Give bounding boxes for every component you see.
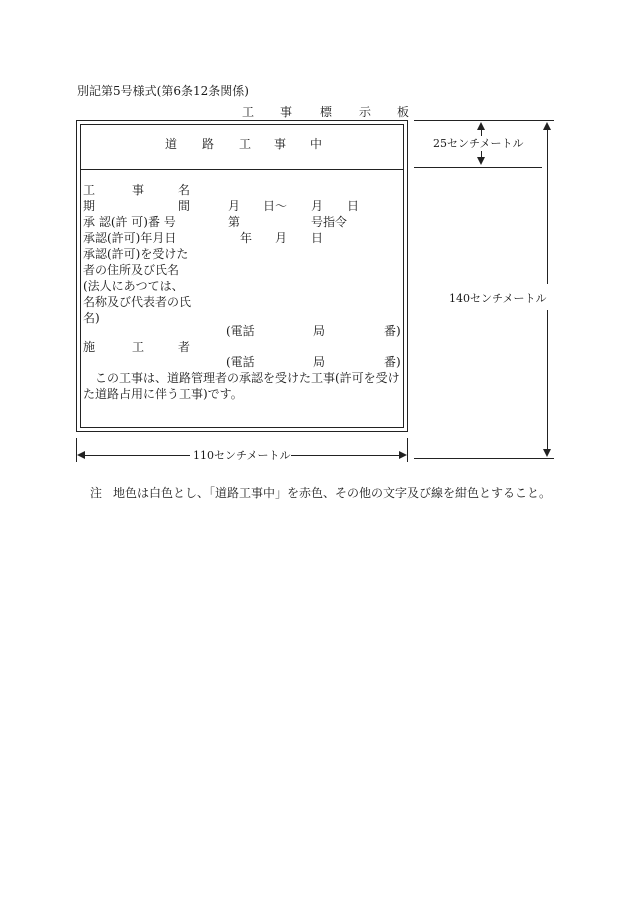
person-label-line: 名) bbox=[83, 311, 100, 325]
dim-extension-bottom bbox=[414, 458, 554, 459]
tel-char: 番) bbox=[384, 324, 401, 338]
dim-extension-mid bbox=[414, 167, 542, 168]
value-char: 第 bbox=[228, 215, 241, 229]
dim-25-line-top bbox=[481, 130, 482, 136]
tel-char: 局 bbox=[313, 324, 326, 338]
dim-140-line-bottom bbox=[547, 310, 548, 450]
note-line: た道路占用に伴う工事)です。 bbox=[83, 387, 243, 401]
dim-140-label: 140センチメートル bbox=[449, 292, 547, 305]
approval-date-label: 承認(許可)年月日 bbox=[83, 231, 177, 245]
value-char: 日 bbox=[311, 231, 324, 245]
value-char: 日 bbox=[347, 199, 360, 213]
dim-110-label: 110センチメートル bbox=[193, 449, 291, 462]
label-char: 間 bbox=[178, 199, 191, 213]
dim-140-arrow-down bbox=[543, 449, 551, 457]
value-char: 号指令 bbox=[311, 215, 348, 229]
dim-25-arrow-down bbox=[477, 157, 485, 165]
board-title-char: 示 bbox=[359, 105, 372, 119]
label-char: 施 bbox=[83, 340, 96, 354]
value-char: 月 bbox=[228, 199, 241, 213]
person-label-line: 承認(許可)を受けた bbox=[83, 247, 189, 261]
dim-extension-top bbox=[414, 120, 554, 121]
board-title-char: 標 bbox=[320, 105, 333, 119]
tel-char: 番) bbox=[384, 355, 401, 369]
board-divider-line bbox=[81, 169, 403, 170]
person-label-line: (法人にあつては、 bbox=[83, 279, 184, 293]
dim-25-arrow-up bbox=[477, 122, 485, 130]
value-char: 日～ bbox=[263, 199, 288, 213]
dim-110-tick-right bbox=[407, 438, 408, 462]
dim-110-line-right bbox=[291, 455, 399, 456]
footnote-text: 地色は白色とし、「道路工事中」を赤色、その他の文字及び線を紺色とすること。 bbox=[113, 486, 552, 500]
label-char: 工 bbox=[83, 183, 96, 197]
person-label-line: 名称及び代表者の氏 bbox=[83, 295, 192, 309]
value-char: 年 bbox=[240, 231, 253, 245]
tel-char: (電話 bbox=[226, 324, 255, 338]
road-work-char: 工 bbox=[239, 137, 252, 151]
label-char: 者 bbox=[178, 340, 191, 354]
board-title-char: 板 bbox=[397, 105, 410, 119]
dim-140-line-top bbox=[547, 129, 548, 284]
label-char: 期 bbox=[83, 199, 96, 213]
value-char: 月 bbox=[275, 231, 288, 245]
dim-25-label: 25センチメートル bbox=[433, 137, 524, 150]
road-work-char: 路 bbox=[202, 137, 215, 151]
dim-110-arrow-right bbox=[399, 451, 407, 459]
road-work-char: 中 bbox=[310, 137, 323, 151]
board-title-char: 工 bbox=[242, 105, 255, 119]
person-label-line: 者の住所及び氏名 bbox=[83, 263, 180, 277]
road-work-char: 道 bbox=[165, 137, 178, 151]
road-work-char: 事 bbox=[274, 137, 287, 151]
label-char: 工 bbox=[132, 340, 145, 354]
dim-110-line-left bbox=[84, 455, 190, 456]
approval-number-label: 承 認(許 可)番 号 bbox=[83, 215, 176, 229]
tel-char: 局 bbox=[313, 355, 326, 369]
form-heading: 別記第5号様式(第6条12条関係) bbox=[77, 84, 249, 98]
tel-char: (電話 bbox=[226, 355, 255, 369]
value-char: 月 bbox=[311, 199, 324, 213]
board-title-char: 事 bbox=[280, 105, 293, 119]
footnote-label: 注 bbox=[90, 486, 103, 500]
label-char: 名 bbox=[178, 183, 191, 197]
label-char: 事 bbox=[132, 183, 145, 197]
note-line: この工事は、道路管理者の承認を受けた工事(許可を受け bbox=[95, 371, 400, 385]
